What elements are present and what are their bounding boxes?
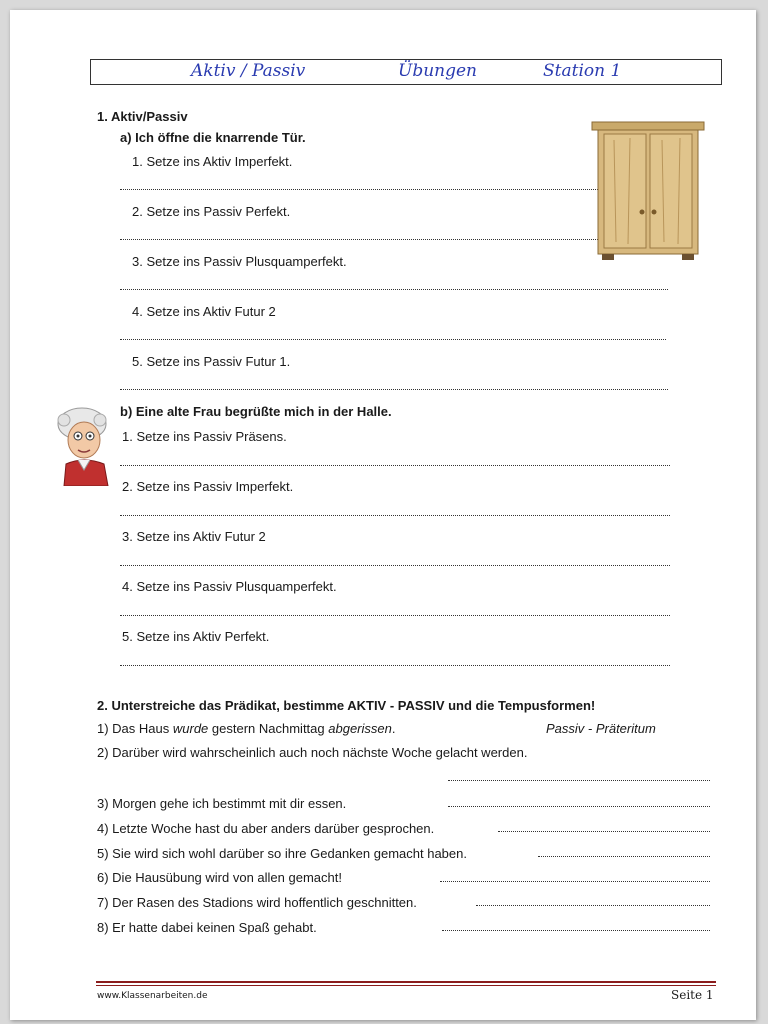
answer-line[interactable] bbox=[120, 464, 670, 466]
b-task-2: 2. Setze ins Passiv Imperfekt. bbox=[122, 479, 294, 494]
section1-heading: 1. Aktiv/Passiv bbox=[97, 109, 188, 124]
answer-line[interactable] bbox=[120, 564, 670, 566]
a-task-1: 1. Setze ins Aktiv Imperfekt. bbox=[132, 154, 293, 169]
example-answer: Passiv - Präteritum bbox=[546, 721, 656, 736]
example-part1: 1) Das Haus bbox=[97, 721, 173, 736]
section1-a-sentence: a) Ich öffne die knarrende Tür. bbox=[120, 130, 306, 145]
answer-line[interactable] bbox=[448, 779, 710, 781]
a-task-3: 3. Setze ins Passiv Plusquamperfekt. bbox=[132, 254, 347, 269]
section1-b-sentence: b) Eine alte Frau begrüßte mich in der Halle. bbox=[120, 404, 392, 419]
a-task-4: 4. Setze ins Aktiv Futur 2 bbox=[132, 304, 276, 319]
answer-line[interactable] bbox=[538, 855, 710, 857]
old-woman-icon bbox=[52, 406, 118, 486]
answer-line[interactable] bbox=[120, 388, 668, 390]
a-task-2: 2. Setze ins Passiv Perfekt. bbox=[132, 204, 291, 219]
b-task-1: 1. Setze ins Passiv Präsens. bbox=[122, 429, 287, 444]
answer-line[interactable] bbox=[120, 614, 670, 616]
title-right: Station 1 bbox=[543, 61, 622, 81]
answer-line[interactable] bbox=[448, 805, 710, 807]
title-left: Aktiv / Passiv bbox=[191, 61, 306, 81]
sentence-6: 6) Die Hausübung wird von allen gemacht! bbox=[97, 870, 342, 885]
sentence-5: 5) Sie wird sich wohl darüber so ihre Gedanken gemacht haben. bbox=[97, 846, 467, 861]
b-task-3: 3. Setze ins Aktiv Futur 2 bbox=[122, 529, 266, 544]
sentence-2: 2) Darüber wird wahrscheinlich auch noch nächste Woche gelacht werden. bbox=[97, 745, 528, 760]
answer-line[interactable] bbox=[120, 288, 668, 290]
answer-line[interactable] bbox=[120, 338, 666, 340]
example-sentence bbox=[97, 721, 395, 736]
answer-line[interactable] bbox=[440, 880, 710, 882]
answer-line[interactable] bbox=[120, 188, 598, 190]
answer-line[interactable] bbox=[476, 904, 710, 906]
section2-heading: 2. Unterstreiche das Prädikat, bestimme AKTIV - PASSIV und die Tempusformen! bbox=[97, 698, 596, 713]
footer-website[interactable]: www.Klassenarbeiten.de bbox=[97, 991, 208, 1001]
example-part3: . bbox=[391, 721, 396, 736]
footer-rule bbox=[96, 985, 716, 986]
sentence-4: 4) Letzte Woche hast du aber anders darüber gesprochen. bbox=[97, 821, 435, 836]
title-mid: Übungen bbox=[398, 61, 477, 81]
example-verb2: abgerissen bbox=[328, 721, 392, 736]
sentence-3: 3) Morgen gehe ich bestimmt mit dir essen. bbox=[97, 796, 347, 811]
answer-line[interactable] bbox=[498, 830, 710, 832]
page-number: Seite 1 bbox=[671, 988, 714, 1002]
answer-line[interactable] bbox=[442, 929, 710, 931]
example-part2: gestern Nachmittag bbox=[208, 721, 329, 736]
title-box bbox=[90, 59, 722, 85]
footer-rule bbox=[96, 981, 716, 983]
b-task-4: 4. Setze ins Passiv Plusquamperfekt. bbox=[122, 579, 337, 594]
sentence-7: 7) Der Rasen des Stadions wird hoffentlich geschnitten. bbox=[97, 895, 417, 910]
sentence-8: 8) Er hatte dabei keinen Spaß gehabt. bbox=[97, 920, 317, 935]
answer-line[interactable] bbox=[120, 664, 670, 666]
a-task-5: 5. Setze ins Passiv Futur 1. bbox=[132, 354, 291, 369]
b-task-5: 5. Setze ins Aktiv Perfekt. bbox=[122, 629, 270, 644]
example-verb1: wurde bbox=[172, 721, 209, 736]
answer-line[interactable] bbox=[120, 238, 598, 240]
answer-line[interactable] bbox=[120, 514, 670, 516]
wardrobe-icon bbox=[590, 120, 706, 262]
worksheet-page bbox=[10, 10, 756, 1020]
